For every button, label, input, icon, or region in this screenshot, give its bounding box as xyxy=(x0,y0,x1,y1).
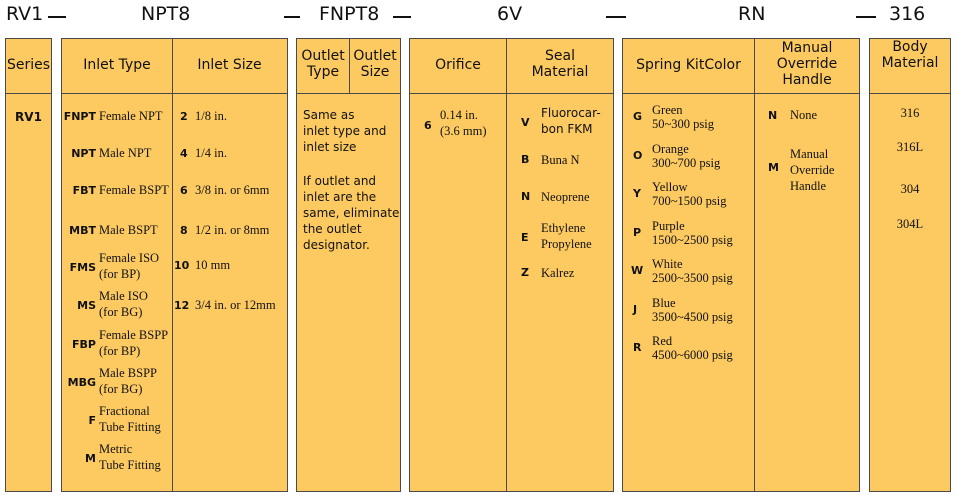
handle-label: Handle xyxy=(790,179,827,193)
spring-code: P xyxy=(633,226,642,239)
inlet-size-label: 1/4 in. xyxy=(195,146,227,160)
orifice-label: (3.6 mm) xyxy=(440,124,487,138)
inlet-type-label: Tube Fitting xyxy=(99,458,161,472)
seal-header xyxy=(507,48,613,80)
seal-label: Buna N xyxy=(541,153,580,167)
list-item: 316 xyxy=(900,106,920,120)
inlet-type-code: MBT xyxy=(69,224,96,237)
header-line: Size xyxy=(360,64,390,80)
inlet-type-label: Male NPT xyxy=(99,146,152,160)
inlet-size-label: 1/8 in. xyxy=(195,109,227,123)
model-part-inlet: NPT8 xyxy=(141,3,191,25)
inlet-size-label: 3/8 in. or 6mm xyxy=(195,183,270,197)
inlet-size-label: 10 mm xyxy=(195,258,231,272)
spring-color: White xyxy=(652,257,683,271)
spring-code: Y xyxy=(633,187,641,200)
outlet-size-header xyxy=(350,48,400,80)
inlet-type-label: Female BSPP xyxy=(99,328,169,342)
spring-color: Orange xyxy=(652,142,689,156)
spring-range: 700~1500 psig xyxy=(652,194,727,208)
seal-label: Neoprene xyxy=(541,190,590,204)
inlet-type-label: (for BP) xyxy=(99,267,141,281)
header-line: Seal xyxy=(545,48,575,64)
model-part-orifice-seal: 6V xyxy=(497,3,523,25)
spring-range: 3500~4500 psig xyxy=(652,310,733,324)
series-value: RV1 xyxy=(15,110,42,124)
inlet-size-header: Inlet Size xyxy=(197,57,262,73)
inlet-size-code: 8 xyxy=(180,224,188,237)
inlet-type-code: NPT xyxy=(71,147,96,160)
spring-code: G xyxy=(633,110,643,123)
spring-color: Blue xyxy=(652,296,676,310)
spring-range: 300~700 psig xyxy=(652,156,721,170)
header-line: Override xyxy=(776,56,838,72)
inlet-type-code: FNPT xyxy=(63,110,96,123)
note-line: If outlet and xyxy=(303,174,377,188)
handle-code: N xyxy=(768,109,778,122)
inlet-type-label: Tube Fitting xyxy=(99,420,161,434)
list-item: 316L xyxy=(896,140,924,154)
separator-dash xyxy=(284,16,300,18)
note-line: the outlet xyxy=(303,222,362,236)
inlet-size-label: 1/2 in. or 8mm xyxy=(195,223,270,237)
header-line: Body xyxy=(892,39,928,55)
handle-label: Override xyxy=(790,163,835,177)
model-part-series: RV1 xyxy=(6,3,44,25)
body-material-header xyxy=(870,39,950,71)
series-column xyxy=(5,38,52,492)
spring-code: R xyxy=(633,341,642,354)
seal-code: Z xyxy=(521,266,529,279)
inlet-type-label: (for BP) xyxy=(99,344,141,358)
inlet-type-label: Male BSPT xyxy=(99,223,158,237)
spring-range: 1500~2500 psig xyxy=(652,233,733,247)
spring-code: O xyxy=(633,149,643,162)
inlet-type-label: (for BG) xyxy=(99,305,143,319)
inlet-type-label: Female ISO xyxy=(99,251,160,265)
outlet-note-same xyxy=(303,107,386,155)
inlet-type-code: M xyxy=(85,452,96,465)
spring-color: Green xyxy=(652,103,683,117)
spring-color: Purple xyxy=(652,219,685,233)
inlet-column xyxy=(61,38,288,492)
spring-color: Red xyxy=(652,334,673,348)
seal-label: Propylene xyxy=(541,237,592,251)
note-line: inlet type and xyxy=(303,124,387,138)
seal-label: Ethylene xyxy=(541,221,586,235)
header-line: Type xyxy=(306,64,340,80)
inlet-type-code: FMS xyxy=(69,261,96,274)
seal-code: V xyxy=(521,116,530,129)
inlet-type-code: FBT xyxy=(72,184,96,197)
inlet-type-label: (for BG) xyxy=(99,382,143,396)
model-part-spring-handle: RN xyxy=(738,3,766,25)
orifice-label: 0.14 in. xyxy=(440,108,478,122)
inlet-size-code: 10 xyxy=(174,259,190,272)
inlet-type-label: Metric xyxy=(99,442,133,456)
orifice-seal-column xyxy=(409,38,614,492)
spring-range: 50~300 psig xyxy=(652,117,714,131)
header-line: Handle xyxy=(782,72,832,88)
spring-handle-column xyxy=(622,38,860,492)
inlet-type-label: Female BSPT xyxy=(99,183,169,197)
handle-label: None xyxy=(790,108,818,122)
handle-label: Manual xyxy=(790,147,829,161)
inlet-type-label: Female NPT xyxy=(99,109,163,123)
handle-header xyxy=(755,40,859,88)
seal-code: B xyxy=(521,153,530,166)
spring-range: 2500~3500 psig xyxy=(652,271,733,285)
inlet-type-code: FBP xyxy=(72,338,96,351)
outlet-column xyxy=(296,38,401,492)
handle-code: M xyxy=(768,161,779,174)
outlet-note-eliminate xyxy=(303,173,399,253)
seal-label: bon FKM xyxy=(541,122,593,136)
orifice-code: 6 xyxy=(424,119,432,132)
seal-label: Fluorocar- xyxy=(541,106,601,120)
model-part-body: 316 xyxy=(889,3,926,25)
outlet-type-header xyxy=(297,48,349,80)
note-line: designator. xyxy=(303,238,370,252)
separator-dash xyxy=(856,16,876,18)
inlet-type-code: F xyxy=(88,414,96,427)
separator-dash xyxy=(393,16,411,18)
spring-code: J xyxy=(633,303,638,316)
seal-code: N xyxy=(521,190,531,203)
header-line: Material xyxy=(881,55,939,71)
list-item: 304 xyxy=(900,182,920,196)
separator-dash xyxy=(48,16,66,18)
model-part-outlet: FNPT8 xyxy=(319,3,380,25)
inlet-size-code: 12 xyxy=(174,299,190,312)
spring-header: Spring KitColor xyxy=(636,57,741,73)
spring-color: Yellow xyxy=(652,180,688,194)
body-material-column xyxy=(869,38,951,492)
inlet-size-code: 2 xyxy=(180,110,188,123)
inlet-type-code: MS xyxy=(77,299,96,312)
series-header: Series xyxy=(6,57,51,73)
inlet-size-code: 6 xyxy=(180,184,188,197)
spring-range: 4500~6000 psig xyxy=(652,348,733,362)
header-line: Outlet xyxy=(353,48,397,64)
note-line: same, eliminate xyxy=(303,206,400,220)
orifice-header: Orifice xyxy=(435,57,481,73)
inlet-size-label: 3/4 in. or 12mm xyxy=(195,298,276,312)
note-line: inlet size xyxy=(303,140,357,154)
seal-code: E xyxy=(521,231,529,244)
spring-code: W xyxy=(631,264,644,277)
inlet-type-label: Male ISO xyxy=(99,289,148,303)
inlet-type-label: Fractional xyxy=(99,404,150,418)
list-item: 304L xyxy=(896,217,924,231)
inlet-type-label: Male BSPP xyxy=(99,366,158,380)
inlet-type-header: Inlet Type xyxy=(83,57,151,73)
header-line: Manual xyxy=(781,40,833,56)
seal-label: Kalrez xyxy=(541,266,575,280)
inlet-type-code: MBG xyxy=(67,376,96,389)
separator-dash xyxy=(606,16,626,18)
inlet-size-code: 4 xyxy=(180,147,188,160)
note-line: inlet are the xyxy=(303,190,377,204)
note-line: Same as xyxy=(303,108,355,122)
header-line: Outlet xyxy=(301,48,345,64)
header-line: Material xyxy=(531,64,589,80)
